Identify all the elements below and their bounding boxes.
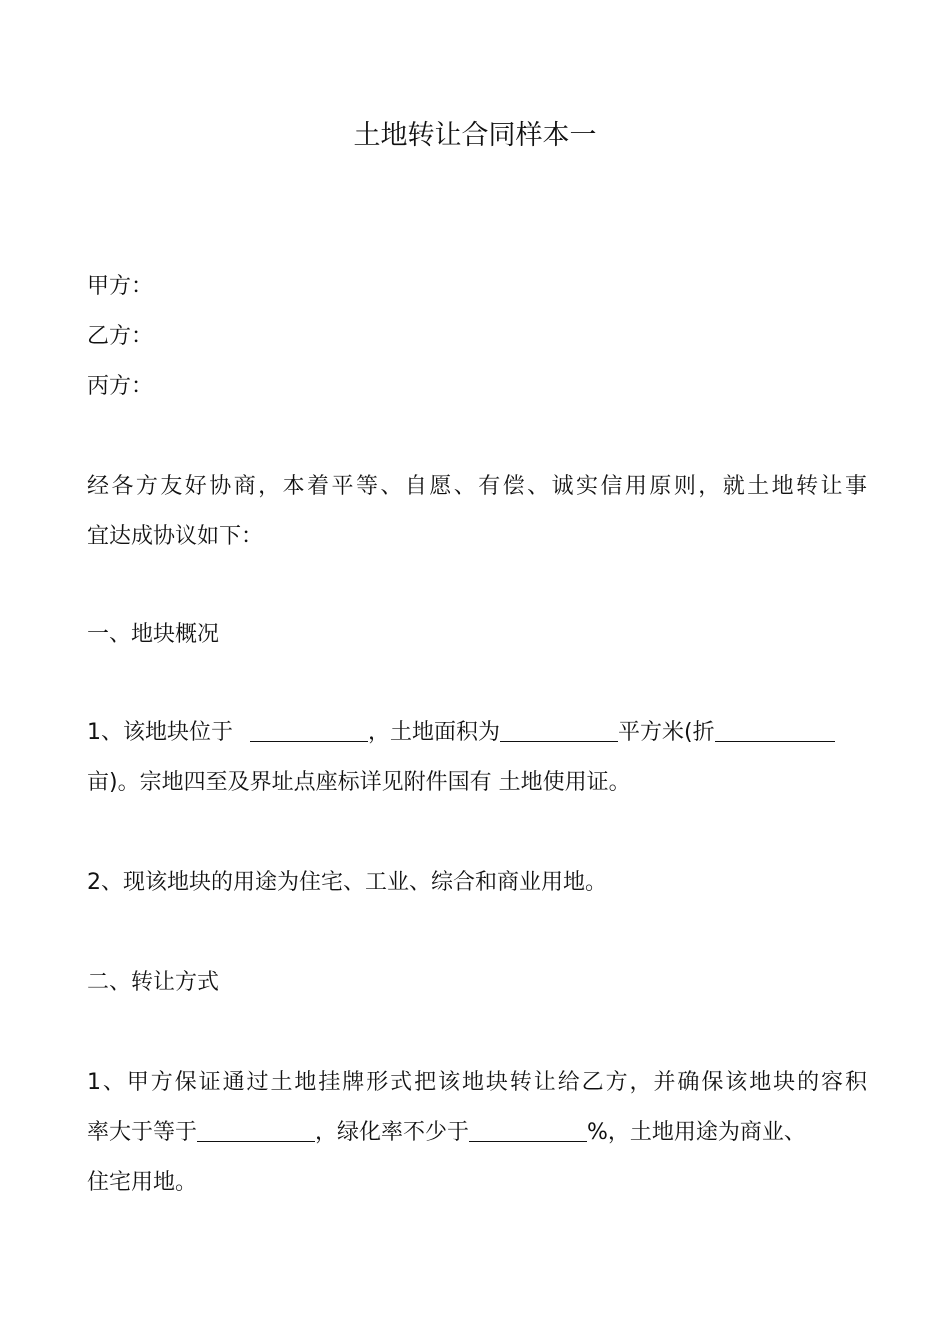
party-c-label: 丙方：	[87, 374, 154, 399]
item-text: 率大于等于	[87, 1120, 198, 1145]
section-2-item-1-line-1: 1、甲方保证通过土地挂牌形式把该地块转让给乙方，并确保该地块的容积	[87, 1070, 867, 1095]
item-text: 平方米(折	[618, 720, 715, 745]
area-blank	[500, 719, 618, 742]
section-1-heading: 一、地块概况	[87, 622, 220, 647]
document-title: 土地转让合同样本一	[353, 120, 597, 151]
party-b-label: 乙方：	[87, 324, 154, 349]
item-text: %，土地用途为商业、	[587, 1120, 806, 1145]
section-2-item-1-line-2	[87, 1118, 867, 1148]
section-2-heading: 二、转让方式	[87, 970, 220, 995]
party-a-label: 甲方：	[87, 274, 154, 299]
section-1-item-1-line-1	[87, 718, 867, 748]
section-1-item-2: 2、现该地块的用途为住宅、工业、综合和商业用地。	[87, 870, 607, 895]
item-text: ，绿化率不少于	[315, 1120, 470, 1145]
green-ratio-blank	[469, 1119, 587, 1142]
preamble-line-1: 经各方友好协商，本着平等、自愿、有偿、诚实信用原则，就土地转让事	[87, 474, 867, 499]
preamble-line-2: 宜达成协议如下：	[87, 524, 264, 549]
section-2-item-1-line-3: 住宅用地。	[87, 1170, 198, 1195]
location-blank	[250, 719, 368, 742]
item-text: ，土地面积为	[368, 720, 501, 745]
item-text: 1、该地块位于	[87, 720, 240, 745]
plot-ratio-blank	[197, 1119, 315, 1142]
mu-blank	[715, 719, 835, 742]
section-1-item-1-line-2: 亩)。宗地四至及界址点座标详见附件国有 土地使用证。	[87, 770, 631, 795]
